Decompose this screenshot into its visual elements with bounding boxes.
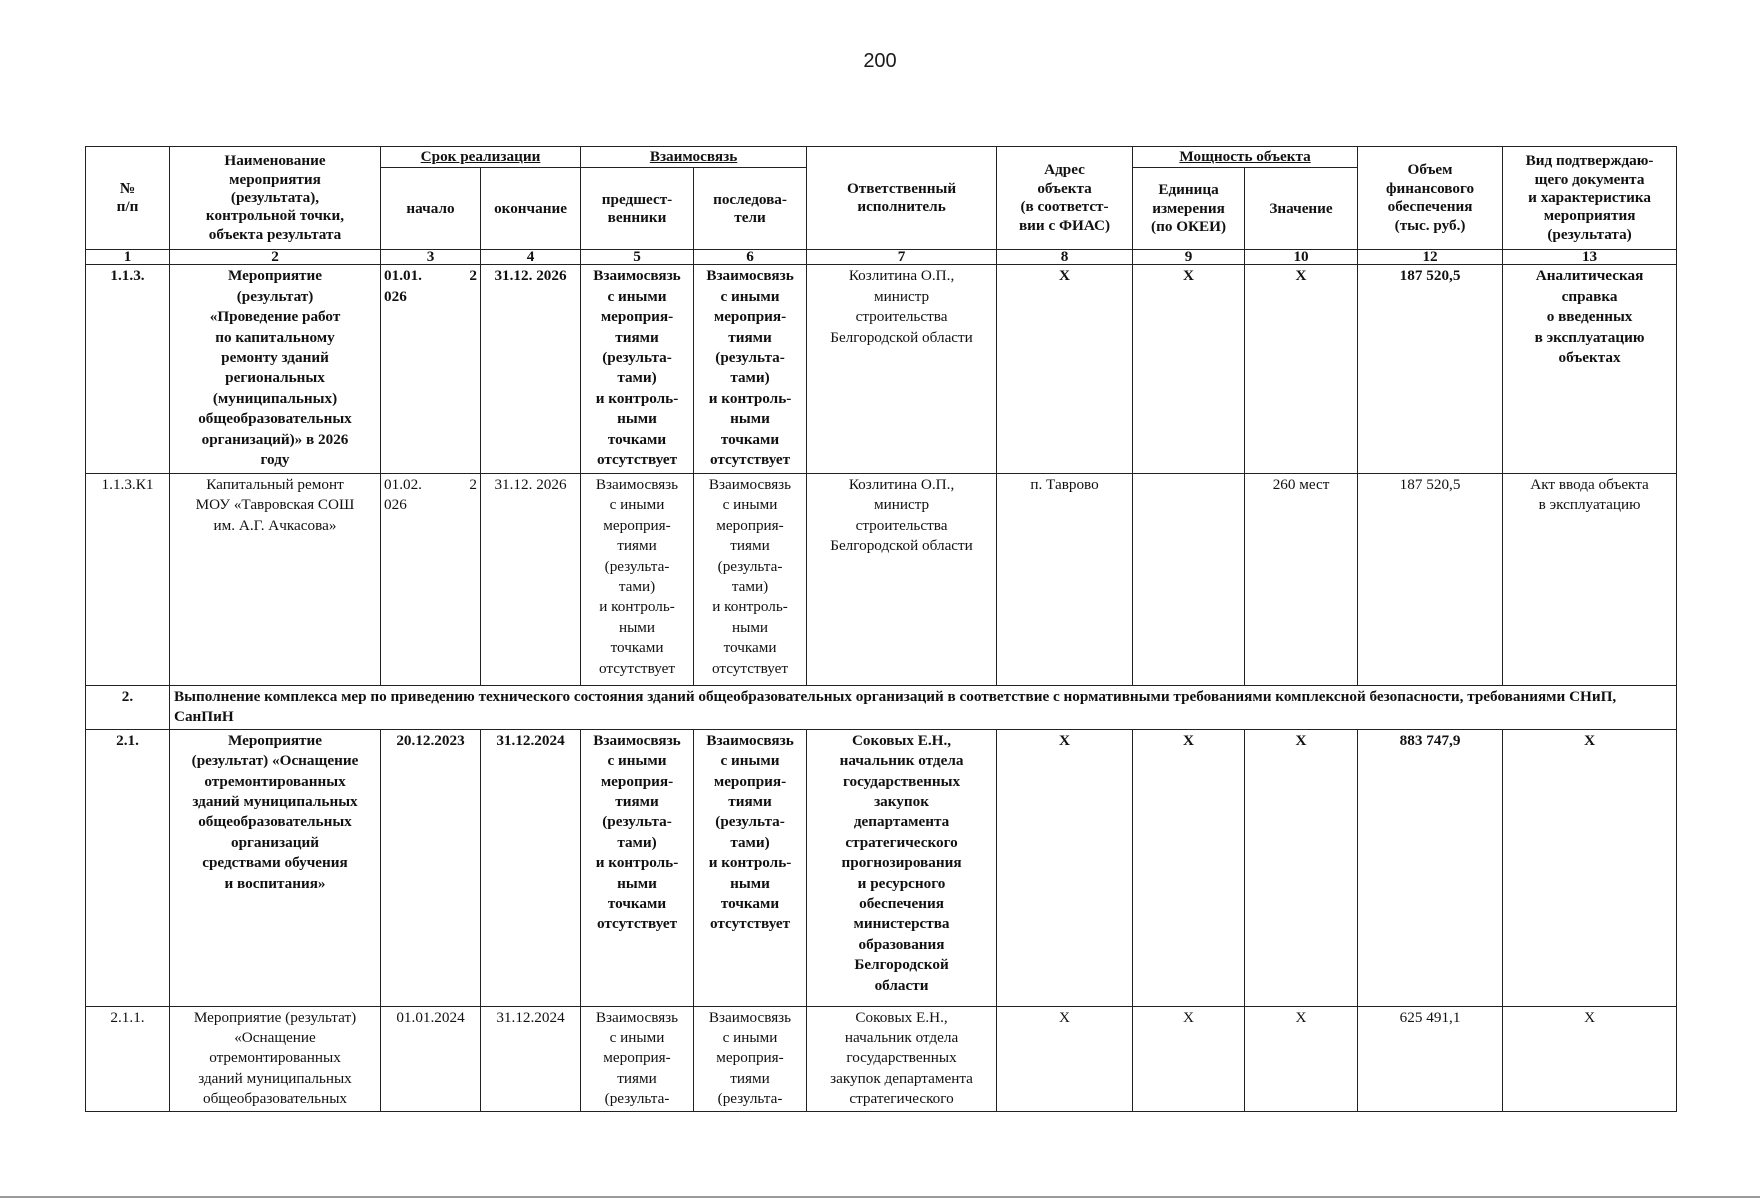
row-unit: X [1133,1006,1245,1111]
row-executor: Соковых Е.Н., начальник отдела государственных закупок департамента стратегического прогнозирования и ресурсного обеспечения министерства образования Белгородской области [807,729,997,1006]
row-number: 1.1.3. [86,265,170,474]
row-successors: Взаимосвязь с иными мероприя- тиями (результа- [694,1006,807,1111]
row-volume: 187 520,5 [1358,474,1503,686]
row-end: 31.12. 2026 [481,474,581,686]
header-relation: Взаимосвязь [581,147,807,168]
header-name: Наименование мероприятия (результата), контрольной точки, объекта результата [170,147,381,250]
column-number: 7 [807,250,997,265]
row-doc-type: X [1503,1006,1677,1111]
header-address: Адрес объекта (в соответст- вии с ФИАС) [997,147,1133,250]
row-start: 20.12.2023 [381,729,481,1006]
row-address: X [997,265,1133,474]
row-doc-type: X [1503,729,1677,1006]
row-number: 2.1.1. [86,1006,170,1111]
column-number: 12 [1358,250,1503,265]
column-number: 3 [381,250,481,265]
column-number: 13 [1503,250,1677,265]
row-start: 01.01.2024 [381,1006,481,1111]
row-name: Мероприятие (результат) «Оснащение отремонтированных зданий муниципальных общеобразовательных [170,1006,381,1111]
row-unit [1133,474,1245,686]
header-volume: Объем финансового обеспечения (тыс. руб.) [1358,147,1503,250]
section-row [86,685,1677,729]
row-predecessors: Взаимосвязь с иными мероприя- тиями (результа- [581,1006,694,1111]
column-number: 8 [997,250,1133,265]
row-start: 2 01.02. 026 [381,474,481,686]
row-successors: Взаимосвязь с иными мероприя- тиями (результа- тами) и контроль- ными точками отсутствует [694,265,807,474]
column-number: 9 [1133,250,1245,265]
column-number: 10 [1245,250,1358,265]
header-doc-type: Вид подтверждаю- щего документа и характеристика мероприятия (результата) [1503,147,1677,250]
header-term: Срок реализации [381,147,581,168]
row-address: X [997,1006,1133,1111]
header-predecessors: предшест- венники [581,168,694,250]
row-number: 2.1. [86,729,170,1006]
table-row [86,729,1677,1006]
column-numbers-row [86,250,1677,265]
row-value: X [1245,1006,1358,1111]
row-executor: Козлитина О.П., министр строительства Белгородской области [807,265,997,474]
row-end: 31.12.2024 [481,729,581,1006]
row-volume: 187 520,5 [1358,265,1503,474]
row-number: 1.1.3.К1 [86,474,170,686]
table-row [86,1006,1677,1111]
header-capacity: Мощность объекта [1133,147,1358,168]
row-start: 2 01.01. 026 [381,265,481,474]
header-end: окончание [481,168,581,250]
row-name: Мероприятие (результат) «Проведение работ по капитальному ремонту зданий региональных (муниципальных) общеобразовательных организаций)» в 2026 году [170,265,381,474]
row-name: Мероприятие (результат) «Оснащение отремонтированных зданий муниципальных общеобразовательных организаций средствами обучения и воспитания» [170,729,381,1006]
row-executor: Соковых Е.Н., начальник отдела государственных закупок департамента стратегического [807,1006,997,1111]
column-number: 2 [170,250,381,265]
row-successors: Взаимосвязь с иными мероприя- тиями (результа- тами) и контроль- ными точками отсутствует [694,729,807,1006]
column-number: 4 [481,250,581,265]
activities-table [85,146,1677,1112]
header-successors: последова- тели [694,168,807,250]
column-number: 6 [694,250,807,265]
row-address: п. Таврово [997,474,1133,686]
column-number: 5 [581,250,694,265]
header-value: Значение [1245,168,1358,250]
section-title: Выполнение комплекса мер по приведению технического состояния зданий общеобразовательных организаций в соответствие с нормативными требованиями комплексной безопасности, требованиями СНиП, СанПиН [170,685,1677,729]
row-unit: X [1133,729,1245,1006]
table-row [86,474,1677,686]
row-doc-type: Аналитическая справка о введенных в эксплуатацию объектах [1503,265,1677,474]
header-executor: Ответственный исполнитель [807,147,997,250]
header-start: начало [381,168,481,250]
row-volume: 625 491,1 [1358,1006,1503,1111]
row-executor: Козлитина О.П., министр строительства Белгородской области [807,474,997,686]
row-address: X [997,729,1133,1006]
column-number: 1 [86,250,170,265]
row-doc-type: Акт ввода объекта в эксплуатацию [1503,474,1677,686]
row-predecessors: Взаимосвязь с иными мероприя- тиями (результа- тами) и контроль- ными точками отсутствует [581,474,694,686]
row-end: 31.12.2024 [481,1006,581,1111]
table-row [86,265,1677,474]
scan-bottom-rule [0,1196,1760,1198]
row-value: X [1245,265,1358,474]
table-header [86,147,1677,265]
row-predecessors: Взаимосвязь с иными мероприя- тиями (результа- тами) и контроль- ными точками отсутствует [581,265,694,474]
header-unit: Единица измерения (по ОКЕИ) [1133,168,1245,250]
row-end: 31.12. 2026 [481,265,581,474]
page-number: 200 [863,50,897,72]
row-successors: Взаимосвязь с иными мероприя- тиями (результа- тами) и контроль- ными точками отсутствует [694,474,807,686]
row-number: 2. [86,685,170,729]
row-value: 260 мест [1245,474,1358,686]
row-value: X [1245,729,1358,1006]
row-predecessors: Взаимосвязь с иными мероприя- тиями (результа- тами) и контроль- ными точками отсутствует [581,729,694,1006]
row-name: Капитальный ремонт МОУ «Тавровская СОШ им. А.Г. Ачкасова» [170,474,381,686]
row-unit: X [1133,265,1245,474]
row-volume: 883 747,9 [1358,729,1503,1006]
header-num: № п/п [86,147,170,250]
